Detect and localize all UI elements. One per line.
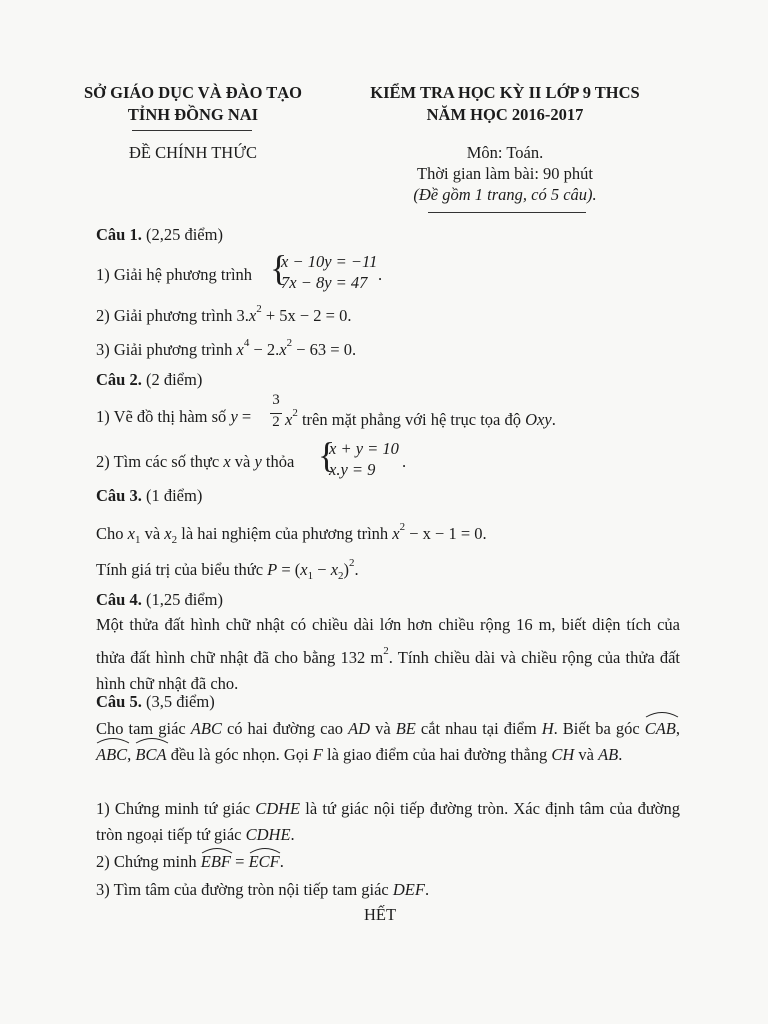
- q3-line2-prefix: Tính giá trị của biểu thức: [96, 560, 268, 579]
- q5-part2-a: 2) Chứng minh: [96, 852, 201, 871]
- q3-title: Câu 3.: [96, 486, 142, 505]
- q2-system: [329, 438, 399, 480]
- exam-info: [340, 142, 670, 205]
- q2-heading: [96, 370, 202, 390]
- q5-intro-a: Cho tam giác: [96, 719, 191, 738]
- q5-intro-c: và: [370, 719, 396, 738]
- q2-and: và: [230, 452, 255, 471]
- q1-points: (2,25 điểm): [145, 225, 223, 244]
- q3-line1: Cho $x_1$ và $x_2$ là hai nghiệm của phương trình $x^2 - x - 1 = 0$.: [96, 521, 487, 546]
- subject: Môn: Toán.: [466, 143, 544, 162]
- q4-text-b: . Tính chiều dài và chiều rộng của thửa đất hình chữ nhật đã cho.: [96, 648, 680, 693]
- province-name: TỈNH ĐỒNG NAI: [127, 105, 259, 124]
- end-label: HẾT: [363, 905, 397, 924]
- q2-part2: 2) Tìm các số thực x và y thỏa: [96, 452, 295, 471]
- q3-line2: Tính giá trị của biểu thức $P = (x_1 - x_2)^2$.: [96, 557, 359, 582]
- angle-abc: ABC: [96, 742, 127, 768]
- q5-part1: 1) Chứng minh tứ giác CDHE là tứ giác nội tiếp đường tròn. Xác định tâm của đường tròn ngoại tiếp tứ giác CDHE.: [96, 799, 680, 844]
- q1-part1-text: 1) Giải hệ phương trình: [96, 265, 253, 284]
- q5-intro-d: cắt nhau tại điểm: [415, 719, 542, 738]
- q5-intro-e: . Biết ba góc: [553, 719, 645, 738]
- angle-ecf: ECF: [249, 852, 280, 872]
- q1-part3-text: 3) Giải phương trình: [96, 340, 237, 359]
- q2-title: Câu 2.: [96, 370, 142, 389]
- exam-title: KIỂM TRA HỌC KỲ II LỚP 9 THCS: [370, 83, 640, 102]
- q1-part2: 2) Giải phương trình $3.x^2 + 5x - 2 = 0$.: [96, 303, 352, 325]
- official-label-wrap: [58, 142, 328, 164]
- q2-frac-num: 3: [272, 392, 280, 408]
- q2-brace: {: [318, 435, 336, 475]
- q2-part1: 1) Vẽ đồ thị hàm số y =: [96, 407, 252, 426]
- header-left-rule: [132, 130, 252, 131]
- angle-cab: CAB: [645, 716, 676, 742]
- q1-eq1: x − 10y = −11: [281, 252, 378, 271]
- header-right-rule: [428, 212, 586, 213]
- page-note: (Đề gồm 1 trang, có 5 câu).: [413, 185, 597, 204]
- q5-part1-a: 1) Chứng minh tứ giác: [96, 799, 256, 818]
- q2-part1-text: 1) Vẽ đồ thị hàm số: [96, 407, 231, 426]
- q2-points: (2 điểm): [145, 370, 203, 389]
- q5-part3-a: 3) Tìm tâm của đường tròn nội tiếp tam giác: [96, 880, 393, 899]
- q5-intro: Cho tam giác ABC có hai đường cao AD và BE cắt nhau tại điểm H. Biết ba góc CAB, ABC, BCA đều là góc nhọn. Gọi F là giao điểm của hai đường thẳng CH và AB.: [96, 716, 680, 768]
- department-name: SỞ GIÁO DỤC VÀ ĐÀO TẠO: [83, 83, 303, 102]
- q2-frac-den: 2: [272, 414, 280, 430]
- q5-intro-h: và: [574, 745, 599, 764]
- q2-part1-suffix: trên mặt phẳng với hệ trục tọa độ: [297, 410, 526, 429]
- q2-axes: Oxy: [525, 410, 552, 429]
- q2-eq1: x + y = 10: [329, 439, 399, 458]
- q1-brace: {: [270, 248, 288, 288]
- q1-title: Câu 1.: [96, 225, 142, 244]
- q2-part1-rest: $x^2$ trên mặt phẳng với hệ trục tọa độ Oxy.: [285, 407, 556, 429]
- q1-part3-rest: − 63 = 0.: [292, 340, 357, 359]
- q3-line1-suffix: là hai nghiệm của phương trình: [177, 524, 393, 543]
- q4-text-a: Một thửa đất hình chữ nhật có chiều dài lớn hơn chiều rộng 16 m, biết diện tích của thửa đất hình chữ nhật đã cho bằng 132 m: [96, 615, 680, 667]
- q4-text: Một thửa đất hình chữ nhật có chiều dài lớn hơn chiều rộng 16 m, biết diện tích của thửa đất hình chữ nhật đã cho bằng 132 $m^2$. Tính chiều dài và chiều rộng của thửa đất hình chữ nhật đã cho.: [96, 615, 680, 693]
- q2-eq2: x.y = 9: [329, 460, 376, 479]
- q5-heading: [96, 692, 215, 712]
- q1-system: [281, 251, 377, 293]
- q1-part1: [96, 265, 252, 285]
- q2-part2-end: .: [402, 452, 407, 471]
- q1-heading: [96, 225, 223, 245]
- q3-heading: [96, 486, 202, 506]
- header-right: [340, 82, 670, 126]
- q5-intro-b: có hai đường cao: [221, 719, 349, 738]
- q4-points: (1,25 điểm): [145, 590, 223, 609]
- q5-intro-g: là giao điểm của hai đường thẳng: [322, 745, 552, 764]
- school-year: NĂM HỌC 2016-2017: [426, 105, 584, 124]
- header-left: [58, 82, 328, 126]
- q1-part2-text: 2) Giải phương trình 3.: [96, 306, 249, 325]
- q1-eq2: 7x − 8y = 47: [281, 273, 368, 292]
- q4-title: Câu 4.: [96, 590, 142, 609]
- duration: Thời gian làm bài: 90 phút: [417, 164, 593, 183]
- q2-satisfy: thỏa: [261, 452, 295, 471]
- q5-part3: 3) Tìm tâm của đường tròn nội tiếp tam giác DEF.: [96, 880, 430, 899]
- q5-title: Câu 5.: [96, 692, 142, 711]
- q1-part3: 3) Giải phương trình $x^4 - 2.x^2 - 63 = 0$.: [96, 337, 357, 359]
- q5-points: (3,5 điểm): [145, 692, 215, 711]
- q2-part2-text: 2) Tìm các số thực: [96, 452, 224, 471]
- official-label: ĐỀ CHÍNH THỨC: [129, 143, 257, 162]
- q3-line1-mid: và: [140, 524, 165, 543]
- q5-part1-b: là tứ giác nội tiếp đường tròn. Xác định tâm của đường tròn ngoại tiếp tứ giác: [96, 799, 680, 844]
- q3-points: (1 điểm): [145, 486, 203, 505]
- angle-ebf: EBF: [201, 852, 231, 872]
- q5-part2: 2) Chứng minh EBF = ECF.: [96, 852, 284, 872]
- q4-heading: [96, 590, 223, 610]
- q3-line1-prefix: Cho: [96, 524, 128, 543]
- angle-bca: BCA: [135, 742, 166, 768]
- q3-line1-eq: − x − 1 = 0.: [405, 524, 487, 543]
- q1-part2-rest: + 5x − 2 = 0.: [261, 306, 352, 325]
- q1-part1-end: .: [378, 265, 383, 284]
- q5-intro-f: đều là góc nhọn. Gọi: [166, 745, 313, 764]
